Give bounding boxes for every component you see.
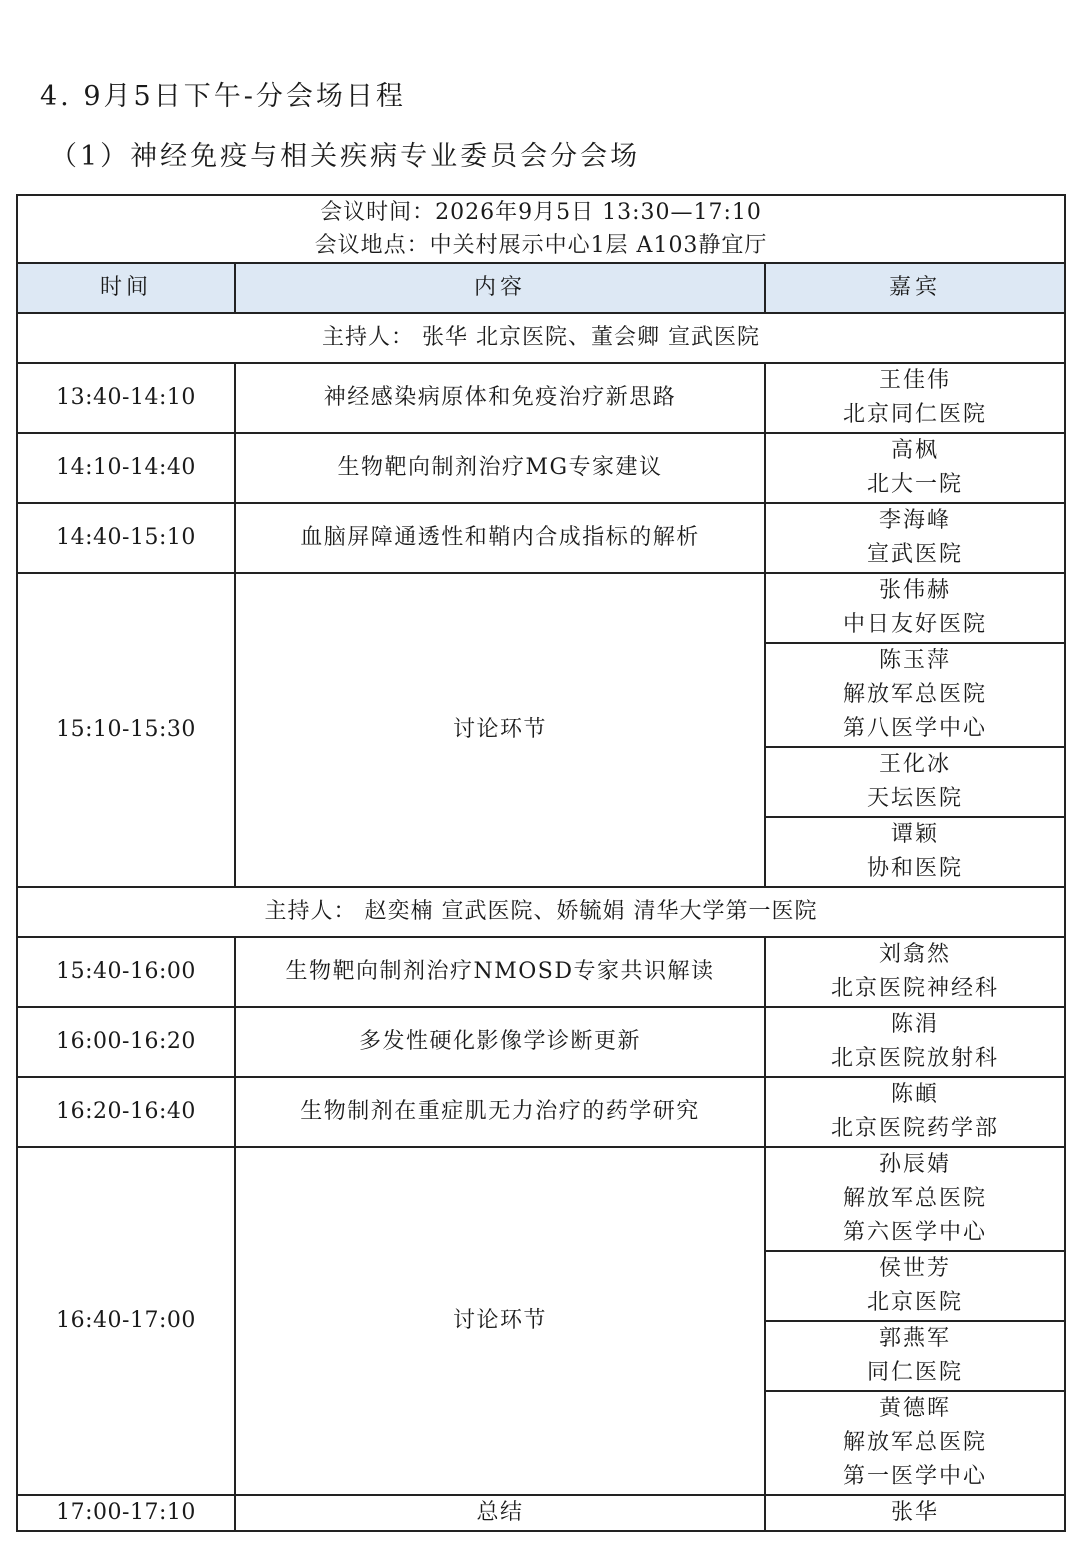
guest-name: 陈頔 bbox=[890, 1082, 939, 1107]
guest-name: 孙辰婧 bbox=[878, 1152, 951, 1177]
topic-cell: 生物靶向制剂治疗NMOSD专家共识解读 bbox=[235, 937, 765, 1007]
guest-affiliation: 天坛医院 bbox=[866, 786, 963, 811]
table-header-row bbox=[17, 263, 1065, 313]
guest-cell bbox=[765, 573, 1065, 643]
guest-affiliation: 北京医院放射科 bbox=[830, 1046, 999, 1071]
guest-cell bbox=[765, 937, 1065, 1007]
guest-name: 张华 bbox=[890, 1500, 939, 1525]
meeting-time: 会议时间：2026年9月5日 13:30—17:10 bbox=[320, 200, 762, 225]
sub-heading: （1）神经免疫与相关疾病专业委员会分会场 bbox=[50, 141, 641, 172]
table-row bbox=[17, 937, 1065, 1007]
guest-affiliation: 北京医院药学部 bbox=[830, 1116, 999, 1141]
time-cell: 17:00-17:10 bbox=[17, 1495, 235, 1531]
host-row bbox=[17, 887, 1065, 937]
guest-name: 侯世芳 bbox=[878, 1256, 951, 1281]
topic-cell: 总结 bbox=[235, 1495, 765, 1531]
guest-affiliation: 北大一院 bbox=[866, 472, 963, 497]
time-cell: 16:00-16:20 bbox=[17, 1007, 235, 1077]
guest-affiliation: 宣武医院 bbox=[866, 542, 963, 567]
guest-name: 王化冰 bbox=[878, 752, 951, 777]
topic-cell: 血脑屏障通透性和鞘内合成指标的解析 bbox=[235, 503, 765, 573]
guest-affiliation: 第一医学中心 bbox=[842, 1464, 987, 1489]
guest-name: 黄德晖 bbox=[878, 1396, 951, 1421]
host-cell: 主持人： 赵奕楠 宣武医院、娇毓娟 清华大学第一医院 bbox=[17, 887, 1065, 937]
topic-cell: 多发性硬化影像学诊断更新 bbox=[235, 1007, 765, 1077]
guest-cell bbox=[765, 1147, 1065, 1251]
guest-name: 李海峰 bbox=[878, 508, 951, 533]
table-row bbox=[17, 433, 1065, 503]
guest-cell bbox=[765, 1251, 1065, 1321]
guest-name: 陈涓 bbox=[890, 1012, 939, 1037]
guest-affiliation: 中日友好医院 bbox=[842, 612, 987, 637]
header-time: 时间 bbox=[17, 263, 235, 313]
table-row bbox=[17, 363, 1065, 433]
guest-cell bbox=[765, 1495, 1065, 1531]
guest-name: 郭燕军 bbox=[878, 1326, 951, 1351]
section-heading: 4. 9月5日下午-分会场日程 bbox=[40, 81, 406, 112]
guest-affiliation: 同仁医院 bbox=[866, 1360, 963, 1385]
guest-name: 刘翕然 bbox=[878, 942, 951, 967]
table-row bbox=[17, 1147, 1065, 1251]
time-cell: 16:20-16:40 bbox=[17, 1077, 235, 1147]
guest-name: 高枫 bbox=[890, 438, 939, 463]
guest-affiliation: 北京同仁医院 bbox=[842, 402, 987, 427]
meeting-info-row bbox=[17, 195, 1065, 263]
guest-cell bbox=[765, 1077, 1065, 1147]
meeting-info-cell bbox=[17, 195, 1065, 263]
meeting-place: 会议地点：中关村展示中心1层 A103静宜厅 bbox=[314, 233, 768, 258]
guest-name: 王佳伟 bbox=[878, 368, 951, 393]
topic-cell: 讨论环节 bbox=[235, 573, 765, 887]
time-cell: 14:40-15:10 bbox=[17, 503, 235, 573]
guest-affiliation: 解放军总医院 bbox=[842, 1186, 987, 1211]
guest-affiliation: 解放军总医院 bbox=[842, 1430, 987, 1455]
host-row bbox=[17, 313, 1065, 363]
guest-name: 陈玉萍 bbox=[878, 648, 951, 673]
time-cell: 13:40-14:10 bbox=[17, 363, 235, 433]
guest-cell bbox=[765, 363, 1065, 433]
time-cell: 15:40-16:00 bbox=[17, 937, 235, 1007]
guest-name: 谭颖 bbox=[890, 822, 939, 847]
guest-affiliation: 协和医院 bbox=[866, 856, 963, 881]
guest-name: 张伟赫 bbox=[878, 578, 951, 603]
guest-cell bbox=[765, 817, 1065, 887]
guest-affiliation: 北京医院神经科 bbox=[830, 976, 999, 1001]
time-cell: 15:10-15:30 bbox=[17, 573, 235, 887]
topic-cell: 生物靶向制剂治疗MG专家建议 bbox=[235, 433, 765, 503]
schedule-table bbox=[16, 194, 1066, 1532]
table-row bbox=[17, 1007, 1065, 1077]
topic-cell: 神经感染病原体和免疫治疗新思路 bbox=[235, 363, 765, 433]
header-guests: 嘉宾 bbox=[765, 263, 1065, 313]
guest-cell bbox=[765, 433, 1065, 503]
guest-affiliation: 第六医学中心 bbox=[842, 1220, 987, 1245]
guest-cell bbox=[765, 643, 1065, 747]
topic-cell: 讨论环节 bbox=[235, 1147, 765, 1495]
guest-affiliation: 解放军总医院 bbox=[842, 682, 987, 707]
host-cell: 主持人： 张华 北京医院、董会卿 宣武医院 bbox=[17, 313, 1065, 363]
table-row bbox=[17, 1495, 1065, 1531]
guest-cell bbox=[765, 503, 1065, 573]
guest-cell bbox=[765, 747, 1065, 817]
table-row bbox=[17, 503, 1065, 573]
header-content: 内容 bbox=[235, 263, 765, 313]
time-cell: 16:40-17:00 bbox=[17, 1147, 235, 1495]
guest-cell bbox=[765, 1321, 1065, 1391]
guest-cell bbox=[765, 1391, 1065, 1495]
time-cell: 14:10-14:40 bbox=[17, 433, 235, 503]
guest-affiliation: 北京医院 bbox=[866, 1290, 963, 1315]
table-row bbox=[17, 573, 1065, 643]
table-row bbox=[17, 1077, 1065, 1147]
guest-cell bbox=[765, 1007, 1065, 1077]
topic-cell: 生物制剂在重症肌无力治疗的药学研究 bbox=[235, 1077, 765, 1147]
guest-affiliation: 第八医学中心 bbox=[842, 716, 987, 741]
